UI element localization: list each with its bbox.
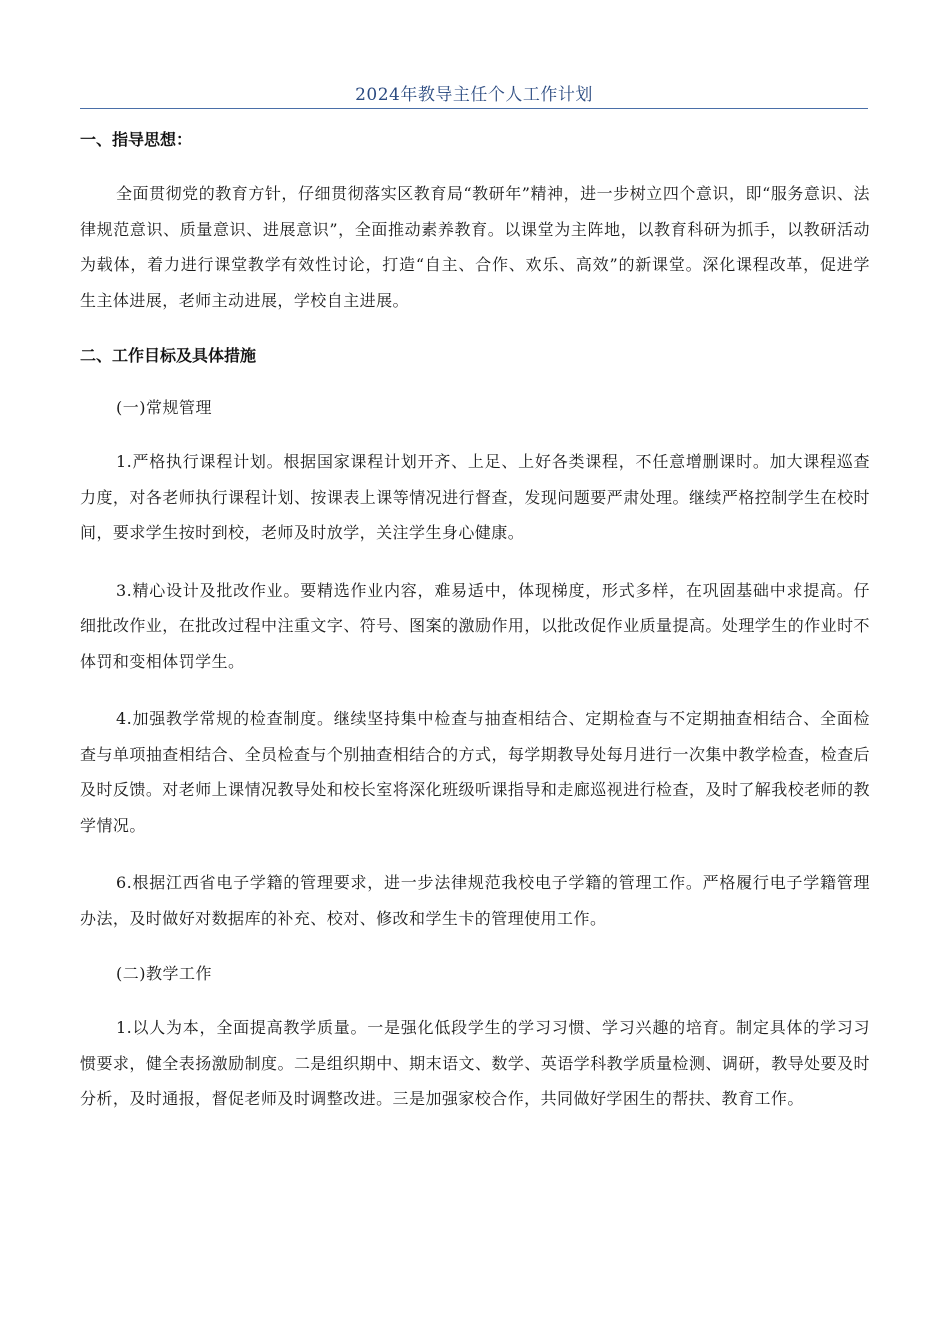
section-heading-goals-measures: 二、工作目标及具体措施 — [80, 346, 257, 365]
document-body — [80, 124, 870, 1117]
routine-item-6: 6.根据江西省电子学籍的管理要求，进一步法律规范我校电子学籍的管理工作。严格履行电子学籍管理办法，及时做好对数据库的补充、校对、修改和学生卡的管理使用工作。 — [80, 873, 870, 928]
routine-item-1: 1.严格执行课程计划。根据国家课程计划开齐、上足、上好各类课程，不任意增删课时。加大课程巡查力度，对各老师执行课程计划、按课表上课等情况进行督查，发现问题要严肃处理。继续严格控制学生在校时间，要求学生按时到校，老师及时放学，关注学生身心健康。 — [80, 452, 870, 542]
teaching-item-1: 1.以人为本，全面提高教学质量。一是强化低段学生的学习习惯、学习兴趣的培育。制定具体的学习习惯要求，健全表扬激励制度。二是组织期中、期末语文、数学、英语学科教学质量检测、调研，教导处要及时分析，及时通报，督促老师及时调整改进。三是加强家校合作，共同做好学困生的帮扶、教育工作。 — [80, 1018, 870, 1108]
subsection-heading-teaching-work: (二)教学工作 — [116, 964, 212, 983]
routine-item-3: 3.精心设计及批改作业。要精选作业内容，难易适中，体现梯度，形式多样，在巩固基础中求提高。仔细批改作业，在批改过程中注重文字、符号、图案的激励作用，以批改促作业质量提高。处理学生的作业时不体罚和变相体罚学生。 — [80, 580, 870, 671]
guiding-thought-paragraph: 全面贯彻党的教育方针，仔细贯彻落实区教育局“教研年”精神，进一步树立四个意识，即“服务意识、法律规范意识、质量意识、进展意识”，全面推动素养教育。以课堂为主阵地，以教育科研为抓手，以教研活动为载体，着力进行课堂教学有效性讨论，打造“自主、合作、欢乐、高效”的新课堂。深化课程改革，促进学生主体进展，老师主动进展，学校自主进展。 — [80, 184, 870, 310]
title-underline — [80, 108, 868, 109]
subsection-heading-routine-management: (一)常规管理 — [116, 398, 212, 417]
routine-item-4: 4.加强教学常规的检查制度。继续坚持集中检查与抽查相结合、定期检查与不定期抽查相结合、全面检查与单项抽查相结合、全员检查与个别抽查相结合的方式，每学期教导处每月进行一次集中教学检查，检查后及时反馈。对老师上课情况教导处和校长室将深化班级听课指导和走廊巡视进行检查，及时了解我校老师的教学情况。 — [80, 709, 870, 835]
document-title: 2024年教导主任个人工作计划 — [355, 85, 593, 105]
section-heading-guiding-thought: 一、指导思想： — [80, 130, 193, 149]
